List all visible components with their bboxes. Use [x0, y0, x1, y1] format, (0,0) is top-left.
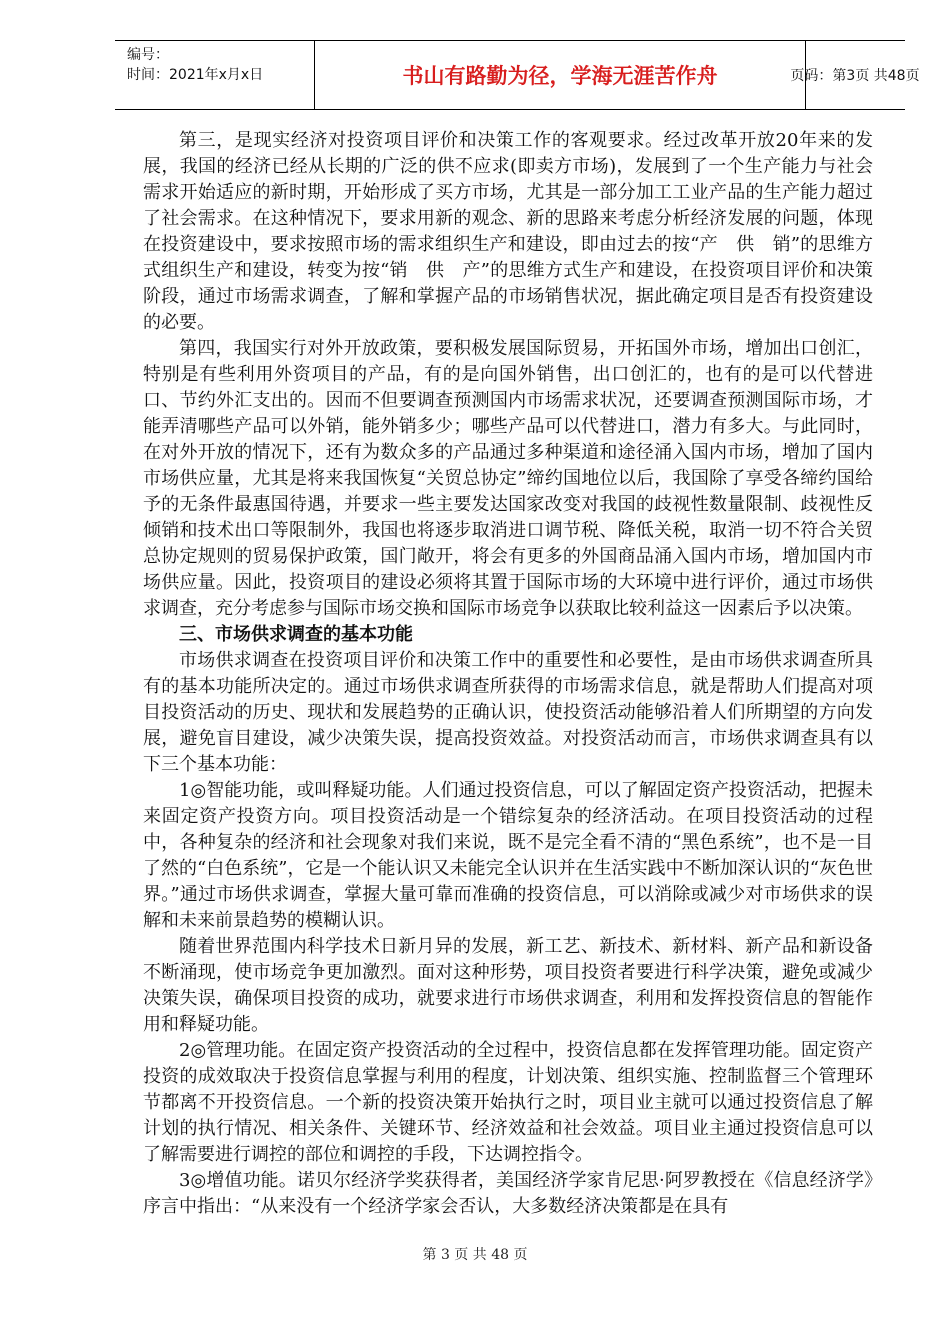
paragraph: 3◎增值功能。诺贝尔经济学奖获得者，美国经济学家肯尼思·阿罗教授在《信息经济学》序言中指出：“从来没有一个经济学家会否认，大多数经济决策都是在具有 [143, 1170, 873, 1217]
page-header [115, 40, 920, 110]
paragraph: 随着世界范围内科学技术日新月异的发展，新工艺、新技术、新材料、新产品和新设备不断涌现，使市场竞争更加激烈。面对这种形势，项目投资者要进行科学决策，避免或减少决策失误，确保项目投资的成功，就要求进行市场供求调查，利用和发挥投资信息的智能作用和释疑功能。 [143, 936, 873, 1035]
paragraph: 第三，是现实经济对投资项目评价和决策工作的客观要求。经过改革开放20年来的发展，我国的经济已经从长期的广泛的供不应求(即卖方市场)，发展到了一个生产能力与社会需求开始适应的新时期，开始形成了买方市场，尤其是一部分加工工业产品的生产能力超过了社会需求。在这种情况下，要求用新的观念、新的思路来考虑分析经济发展的问题，体现在投资建设中，要求按照市场的需求组织生产和建设，即由过去的按“产 供 销”的思维方式组织生产和建设，转变为按“销 供 产”的思维方式生产和建设，在投资项目评价和决策阶段，通过市场需求调查，了解和掌握产品的市场销售状况，据此确定项目是否有投资建设的必要。 [143, 130, 873, 333]
paragraph: 市场供求调查在投资项目评价和决策工作中的重要性和必要性，是由市场供求调查所具有的基本功能所决定的。通过市场供求调查所获得的市场需求信息，就是帮助人们提高对项目投资活动的历史、现状和发展趋势的正确认识，使投资活动能够沿着人们所期望的方向发展，避免盲目建设，减少决策失误，提高投资效益。对投资活动而言，市场供求调查具有以下三个基本功能： [143, 650, 873, 775]
paragraph: 1◎智能功能，或叫释疑功能。人们通过投资信息，可以了解固定资产投资活动，把握未来固定资产投资方向。项目投资活动是一个错综复杂的经济活动。在项目投资活动的过程中，各种复杂的经济和社会现象对我们来说，既不是完全看不清的“黑色系统”，也不是一目了然的“白色系统”，它是一个能认识又未能完全认识并在生活实践中不断加深认识的“灰色世界。”通过市场供求调查，掌握大量可靠而准确的投资信息，可以消除或减少对市场供求的误解和未来前景趋势的模糊认识。 [143, 780, 873, 931]
header-time: 时间：2021年x月x日 [127, 67, 264, 83]
paragraph: 2◎管理功能。在固定资产投资活动的全过程中，投资信息都在发挥管理功能。固定资产投资的成效取决于投资信息掌握与利用的程度，计划决策、组织实施、控制监督三个管理环节都离不开投资信息。一个新的投资决策开始执行之时，项目业主就可以通过投资信息了解计划的执行情况、相关条件、关键环节、经济效益和社会效益。项目业主通过投资信息可以了解需要进行调控的部位和调控的手段，下达调控指令。 [143, 1040, 873, 1165]
page-footer: 第 3 页 共 48 页 [422, 1247, 528, 1263]
header-number: 编号： [127, 47, 169, 63]
header-page-number: 页码：第3页 共48页 [790, 68, 920, 84]
paragraph: 第四，我国实行对外开放政策，要积极发展国际贸易，开拓国外市场，增加出口创汇，特别是有些利用外资项目的产品，有的是向国外销售，出口创汇的，也有的是可以代替进口、节约外汇支出的。因而不但要调查预测国内市场需求状况，还要调查预测国际市场，才能弄清哪些产品可以外销，能外销多少；哪些产品可以代替进口，潜力有多大。与此同时，在对外开放的情况下，还有为数众多的产品通过多种渠道和途径涌入国内市场，增加了国内市场供应量，尤其是将来我国恢复“关贸总协定”缔约国地位以后，我国除了享受各缔约国给予的无条件最惠国待遇，并要求一些主要发达国家改变对我国的歧视性数量限制、歧视性反倾销和技术出口等限制外，我国也将逐步取消进口调节税、降低关税，取消一切不符合关贸总协定规则的贸易保护政策，国门敞开，将会有更多的外国商品涌入国内市场，增加国内市场供应量。因此，投资项目的建设必须将其置于国际市场的大环境中进行评价，通过市场供求调查，充分考虑参与国际市场交换和国际市场竞争以获取比较利益这一因素后予以决策。 [143, 338, 873, 619]
header-meta [115, 41, 315, 109]
header-motto: 书山有路勤为径，学海无涯苦作舟 [315, 41, 806, 109]
document-body [143, 128, 873, 1220]
section-heading: 三、市场供求调查的基本功能 [179, 624, 413, 645]
